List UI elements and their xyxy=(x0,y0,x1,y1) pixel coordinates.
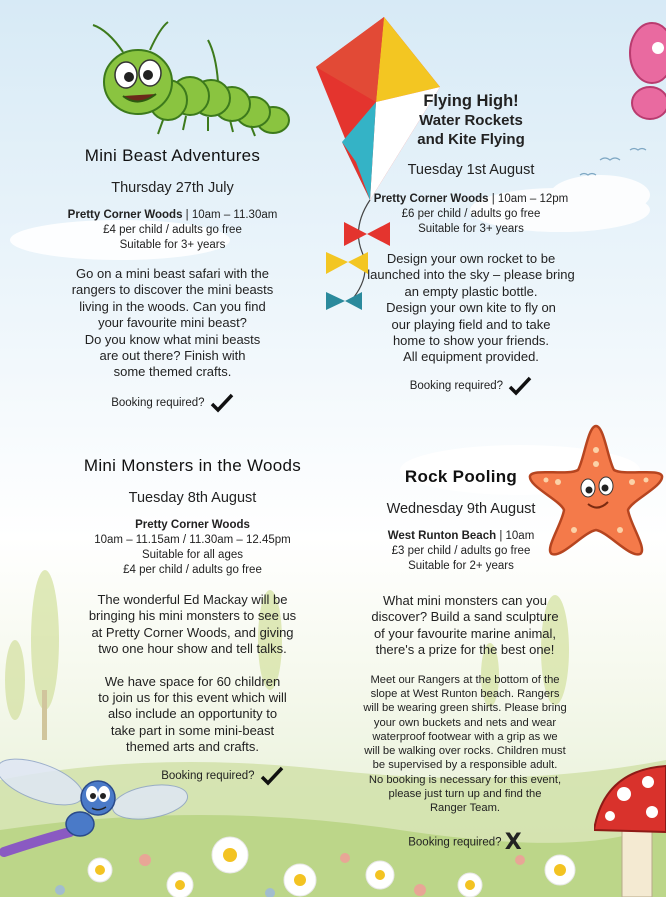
event-info xyxy=(40,208,305,253)
event-info xyxy=(40,518,345,578)
event-title: Flying High! xyxy=(423,92,519,110)
event-description-2 xyxy=(40,674,345,756)
description-line: our playing field and to take xyxy=(391,316,551,332)
event-description-2 xyxy=(330,673,600,816)
caterpillar-illustration xyxy=(68,20,298,140)
butterfly-illustration xyxy=(622,18,666,128)
event-date: Tuesday 1st August xyxy=(407,162,535,178)
event-date: Thursday 27th July xyxy=(111,180,234,196)
description-line: take part in some mini-beast xyxy=(110,722,275,738)
description-line: living in the woods. Can you find xyxy=(79,298,266,314)
description-line: waterproof footwear with a grip as we xyxy=(372,730,558,743)
event-suitability: Suitable for 2+ years xyxy=(408,560,514,572)
checkmark-icon xyxy=(260,766,284,786)
description-line: Meet our Rangers at the bottom of the xyxy=(370,673,560,686)
event-suitability: Suitable for all ages xyxy=(141,549,243,561)
booking-label: Booking required? xyxy=(408,836,502,849)
description-line: What mini monsters can you xyxy=(382,593,547,608)
event-time: | 10am – 11.30am xyxy=(182,209,278,221)
event-venue: West Runton Beach xyxy=(387,530,497,542)
event-rock-pooling xyxy=(336,467,586,574)
event-title: Rock Pooling xyxy=(404,467,518,486)
description-line: slope at West Runton beach. Rangers xyxy=(370,687,560,700)
event-venue: Pretty Corner Woods xyxy=(135,519,250,531)
event-date: Wednesday 9th August xyxy=(386,501,536,517)
event-suitability: Suitable for 3+ years xyxy=(418,223,524,235)
description-line: at Pretty Corner Woods, and giving xyxy=(91,624,294,640)
description-line: to join us for this event which will xyxy=(98,690,287,706)
cross-icon: X xyxy=(504,829,522,855)
event-info xyxy=(346,192,596,237)
description-line: Design your own rocket to be xyxy=(386,251,556,266)
event-rock-pooling-details xyxy=(330,593,600,855)
booking-label: Booking required? xyxy=(161,769,255,782)
event-price: £3 per child / adults go free xyxy=(391,545,531,557)
description-line: discover? Build a sand sculpture xyxy=(371,609,559,625)
description-line: are out there? Finish with xyxy=(99,348,246,364)
event-title: Mini Monsters in the Woods xyxy=(83,456,302,475)
event-venue: Pretty Corner Woods xyxy=(67,209,183,221)
event-title: Mini Beast Adventures xyxy=(84,146,261,165)
description-line: Go on a mini beast safari with the xyxy=(76,266,269,281)
event-description xyxy=(40,266,305,381)
event-date: Tuesday 8th August xyxy=(128,490,257,506)
event-description xyxy=(346,251,596,366)
event-time: | 10am – 12pm xyxy=(488,193,569,205)
description-line: of your favourite marine animal, xyxy=(373,625,557,641)
event-price: £6 per child / adults go free xyxy=(401,208,541,220)
description-line: rangers to discover the mini beasts xyxy=(71,282,274,298)
booking-label: Booking required? xyxy=(409,379,504,392)
description-line: Do you know what mini beasts xyxy=(84,331,261,347)
booking-status xyxy=(40,766,345,786)
booking-status xyxy=(346,376,596,396)
event-description xyxy=(330,593,600,659)
event-venue: Pretty Corner Woods xyxy=(373,193,489,205)
description-line: also include an opportunity to xyxy=(107,706,278,722)
event-time: 10am – 11.15am / 11.30am – 12.45pm xyxy=(94,534,291,546)
mushroom-illustration xyxy=(594,760,666,897)
description-line: Design your own kite to fly on xyxy=(386,300,556,316)
description-line: your favourite mini beast? xyxy=(98,315,247,331)
description-line: be supervised by a responsible adult. xyxy=(372,759,558,772)
description-line: All equipment provided. xyxy=(403,349,539,365)
event-info xyxy=(336,529,586,574)
description-line: The wonderful Ed Mackay will be xyxy=(97,592,288,607)
description-line: launched into the sky – please bring xyxy=(367,267,575,283)
event-subtitle: Water Rockets xyxy=(419,112,523,129)
checkmark-icon xyxy=(210,393,234,413)
booking-label: Booking required? xyxy=(111,396,205,409)
event-subtitle: and Kite Flying xyxy=(417,131,525,148)
description-line: there's a prize for the best one! xyxy=(375,642,555,658)
description-line: No booking is necessary for this event, xyxy=(368,773,562,786)
event-price: £4 per child / adults go free xyxy=(103,224,242,236)
description-line: Ranger Team. xyxy=(429,802,501,815)
booking-status xyxy=(40,393,305,413)
event-mini-beast-adventures xyxy=(40,146,305,413)
description-line: an empty plastic bottle. xyxy=(404,283,538,299)
event-flying-high xyxy=(356,92,586,149)
description-line: will be walking over rocks. Children must xyxy=(364,745,566,758)
description-line: home to show your friends. xyxy=(392,333,550,349)
checkmark-icon xyxy=(508,376,532,396)
event-description xyxy=(40,592,345,658)
description-line: please just turn up and find the xyxy=(388,788,542,800)
description-line: We have space for 60 children xyxy=(104,673,281,689)
booking-status xyxy=(330,830,600,855)
description-line: bringing his mini monsters to see us xyxy=(88,608,297,624)
description-line: will be wearing green shirts. Please bring xyxy=(363,702,567,715)
event-mini-monsters xyxy=(40,456,345,786)
event-flying-high-details xyxy=(346,162,596,396)
description-line: themed arts and crafts. xyxy=(126,739,259,755)
event-time: | 10am xyxy=(496,530,535,542)
event-price: £4 per child / adults go free xyxy=(123,564,262,576)
description-line: two one hour show and tell talks. xyxy=(98,641,287,657)
description-line: some themed crafts. xyxy=(113,364,232,380)
description-line: your own buckets and nets and wear xyxy=(373,716,557,729)
event-suitability: Suitable for 3+ years xyxy=(119,239,226,251)
